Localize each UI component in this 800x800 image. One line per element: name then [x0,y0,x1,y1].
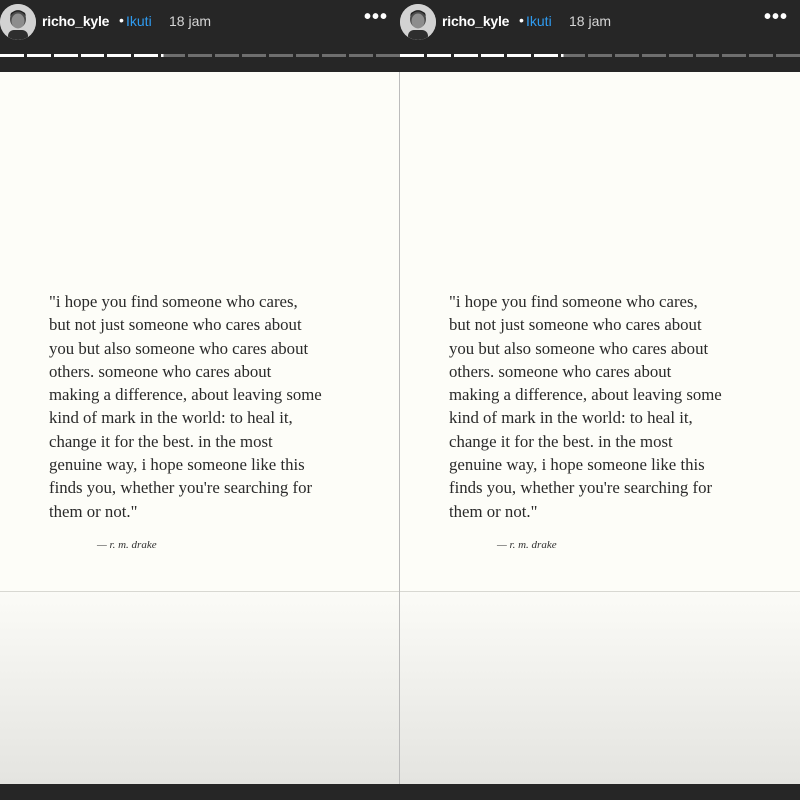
username[interactable]: richo_kyle [42,13,110,29]
progress-segment [107,54,131,57]
progress-segment [322,54,346,57]
story-progress-bar [400,54,800,58]
follow-button[interactable]: Ikuti [126,13,152,29]
username[interactable]: richo_kyle [442,13,510,29]
avatar-image [400,4,436,40]
story-panel-right[interactable] [400,0,800,800]
progress-segment [669,54,693,57]
progress-segment [507,54,531,57]
post-time: 18 jam [169,13,212,29]
progress-segment [776,54,800,57]
quote-text: "i hope you find someone who cares, but not just someone who cares about you but also someone who cares about others. someone who cares about making a difference, about leaving some kind of mark in the world: to heal it, change it for the best. in the most genuine way, i hope someone like this finds you, whether you're searching for them or not." [449,292,722,521]
follow-button[interactable]: Ikuti [526,13,552,29]
quote-text: "i hope you find someone who cares, but not just someone who cares about you but also someone who cares about others. someone who cares about making a difference, about leaving some kind of mark in the world: to heal it, change it for the best. in the most genuine way, i hope someone like this finds you, whether you're searching for them or not." [49,292,322,521]
panel-divider [399,72,400,784]
progress-segment [134,54,158,57]
avatar[interactable] [400,4,436,40]
story-slide[interactable] [400,72,800,784]
progress-segment [534,54,558,57]
quote-author: — r. m. drake [97,539,157,551]
progress-segment [454,54,478,57]
story-progress-bar [0,54,400,58]
progress-segment [27,54,51,57]
progress-segment [642,54,666,57]
more-options-icon[interactable]: ••• [364,6,389,28]
progress-segment [615,54,639,57]
progress-segment [749,54,773,57]
progress-segment [349,54,373,57]
progress-segment [269,54,293,57]
progress-segment [696,54,720,57]
progress-segment [427,54,451,57]
progress-segment [296,54,320,57]
quote-author: — r. m. drake [497,539,557,551]
progress-segment [722,54,746,57]
story-slide[interactable] [0,72,400,784]
bottom-bar [0,784,800,800]
progress-segment [188,54,212,57]
avatar-image [0,4,36,40]
progress-segment [215,54,239,57]
progress-segment [376,54,400,57]
more-options-icon[interactable]: ••• [764,6,789,28]
story-header [400,0,800,46]
progress-segment [400,54,424,57]
progress-segment [81,54,105,57]
progress-segment [161,54,185,57]
progress-segment [0,54,24,57]
progress-segment [54,54,78,57]
progress-segment [481,54,505,57]
slide-lower-area [400,592,800,784]
progress-segment [561,54,585,57]
progress-segment [588,54,612,57]
post-time: 18 jam [569,13,612,29]
progress-segment [242,54,266,57]
separator-dot: • [119,12,124,28]
story-header [0,0,400,46]
avatar[interactable] [0,4,36,40]
slide-lower-area [0,592,400,784]
separator-dot: • [519,12,524,28]
